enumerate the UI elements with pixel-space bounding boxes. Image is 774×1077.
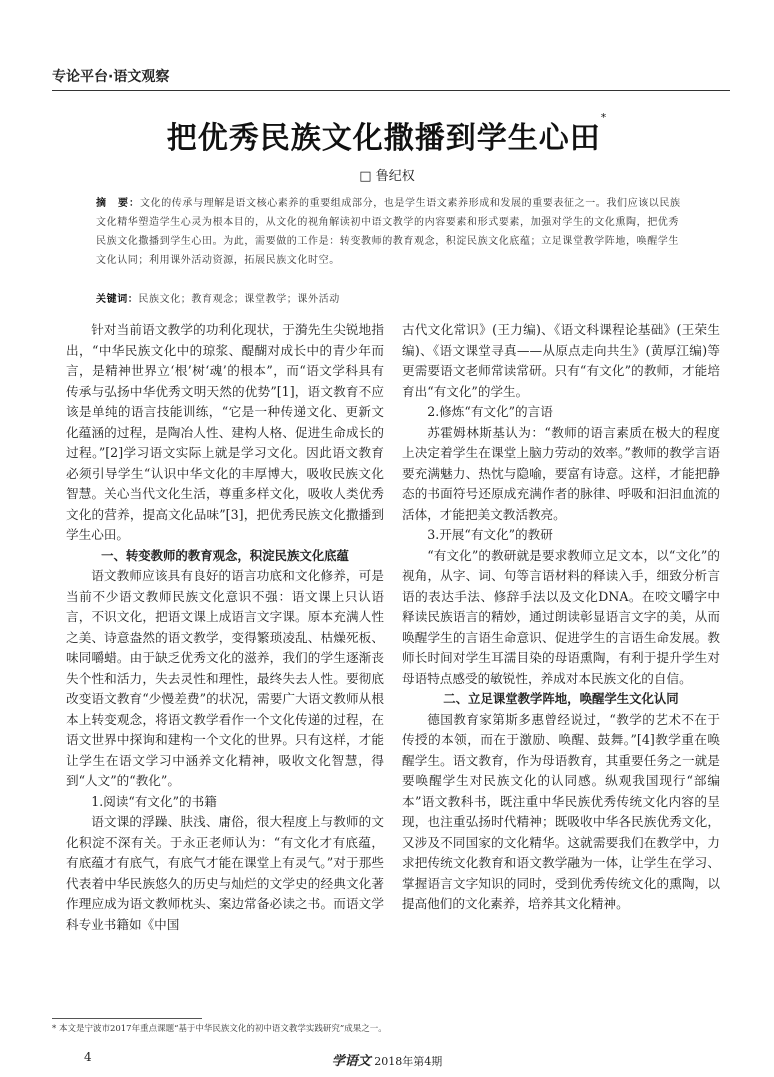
paragraph: 语文课的浮躁、肤浅、庸俗，很大程度上与教师的文化积淀不深有关。于永正老师认为：“有文化才有底蕴，有底蕴才有底气，有底气才能在课堂上有灵气。”对于那些代表着中华民族悠久的历史与灿烂的文学史的经典文化著作理应成为语文教师枕头、案边常备必读之书。而语文学科专业书籍如《中国 <box>66 814 384 932</box>
abstract-label: 摘 要： <box>96 198 140 209</box>
paragraph: 古代文化常识》(王力编)、《语文科课程论基础》(王荣生编)、《语文课堂寻真——从原点走向共生》(黄厚江编)等更需要语文老师常读常研。只有“有文化”的教师，才能培育出“有文化”的学生。 <box>402 322 720 399</box>
header-rule <box>52 90 730 91</box>
article-title-text: 把优秀民族文化撒播到学生心田 <box>166 121 601 156</box>
section-heading: 一、转变教师的教育观念，积淀民族文化底蕴 <box>101 547 349 563</box>
paragraph: 针对当前语文教学的功利化现状，于漪先生尖锐地指出，“中华民族文化中的琼浆、醍醐对成长中的青少年而言，是精神世界立‘根’树‘魂’的根本”，而“语文学科具有传承与弘扬中华优秀文明天然的优势”[1]，语文教育不应该是单纯的语言技能训练，“它是一种传递文化、更新文化蕴涵的过程，是陶冶人性、建构人格、促进生命成长的过程。”[2]学习语文实际上就是学习文化。因此语文教育必须引导学生“认识中华文化的丰厚博大，吸收民族文化智慧。关心当代文化生活，尊重多样文化，吸收人类优秀文化的营养，提高文化品味”[3]，把优秀民族文化撒播到学生心田。 <box>66 322 384 542</box>
article-title <box>0 113 774 157</box>
paragraph: 苏霍姆林斯基认为：“教师的语言素质在极大的程度上决定着学生在课堂上脑力劳动的效率。”教师的教学言语要充满魅力、热忱与隐喻，要富有诗意。这样，才能把静态的书面符号还原成充满作者的脉律、呼吸和汩汩血流的活体，才能把美文教活教亮。 <box>402 424 720 522</box>
abstract <box>96 194 686 270</box>
abstract-text: 文化的传承与理解是语文核心素养的重要组成部分，也是学生语文素养形成和发展的重要表征之一。我们应该以民族文化精华塑造学生心灵为根本目的，从文化的视角解读初中语文教学的内容要素和形式要素，加强对学生的文化熏陶，把优秀民族文化撒播到学生心田。为此，需要做的工作是：转变教师的教育观念，积淀民族文化底蕴；立足课堂教学阵地，唤醒学生文化认同；利用课外活动资源，拓展民族文化时空。 <box>96 198 681 266</box>
page-number: 4 <box>84 1050 92 1064</box>
journal-footer <box>0 1050 774 1069</box>
keywords-label: 关键词： <box>96 294 139 305</box>
title-footnote-mark: * <box>600 111 608 124</box>
paragraph: “有文化”的教研就是要求教师立足文本，以“文化”的视角，从字、词、句等言语材料的释读入手，细致分析言语的表达手法、修辞手法以及文化DNA。在咬文嚼字中释读民族语言的精妙，通过朗读彰显语言文字的美，从而唤醒学生的言语生命意识、促进学生的言语生命发展。教师长时间对学生耳濡目染的母语熏陶，有利于提升学生对母语特点感受的敏锐性，养成对本民族文化的自信。 <box>402 547 720 686</box>
journal-name: 学语文 <box>331 1054 371 1069</box>
right-column <box>402 320 720 915</box>
subsection-heading: 1.阅读“有文化”的书籍 <box>91 793 217 809</box>
footnote-rule <box>52 1018 202 1019</box>
footnote: * 本文是宁波市2017年重点课题“基于中华民族文化的初中语文教学实践研究”成果之一。 <box>52 1024 387 1034</box>
subsection-heading: 3.开展“有文化”的教研 <box>427 527 553 542</box>
author-line: □ 鲁纪权 <box>359 169 415 184</box>
journal-issue: 2018年第4期 <box>374 1055 443 1068</box>
left-column <box>66 320 384 935</box>
keywords-text: 民族文化；教育观念；课堂教学；课外活动 <box>138 294 340 305</box>
keywords <box>96 290 686 309</box>
paragraph: 语文教师应该具有良好的语言功底和文化修养，可是当前不少语文教师民族文化意识不强：语文课上只认语言，不识文化，把语文课上成语言文字课。原本充满人性之美、诗意盎然的语文教学，变得繁琐凌乱、枯燥死板、味同嚼蜡。由于缺乏优秀文化的滋养，我们的学生逐渐丧失个性和活力，失去灵性和理性，最终失去人性。要彻底改变语文教育“少慢差费”的状况，需要广大语文教师从根本上转变观念，将语文教学看作一个文化传递的过程，在语文世界中探询和建构一个文化的世界。只有这样，才能让学生在语文学习中涵养文化精神，吸收文化智慧，得到“人文”的“教化”。 <box>66 568 384 788</box>
paragraph: 德国教育家第斯多惠曾经说过，“教学的艺术不在于传授的本领，而在于激励、唤醒、鼓舞。”[4]教学重在唤醒学生。语文教育，作为母语教育，其重要任务之一就是要唤醒学生对民族文化的认同感。纵观我国现行“部编本”语文教科书，既注重中华民族优秀传统文化内容的呈现，也注重弘扬时代精神；既吸收中华各民族优秀文化，又涉及不同国家的文化精华。这就需要我们在教学中，力求把传统文化教育和语文教学融为一体，让学生在学习、掌握语言文字知识的同时，受到优秀传统文化的熏陶，以提高他们的文化素养，培养其文化精神。 <box>402 711 720 911</box>
section-heading: 二、立足课堂教学阵地，唤醒学生文化认同 <box>443 691 679 706</box>
subsection-heading: 2.修炼“有文化”的言语 <box>427 404 553 419</box>
section-label: 专论平台·语文观察 <box>52 69 170 85</box>
